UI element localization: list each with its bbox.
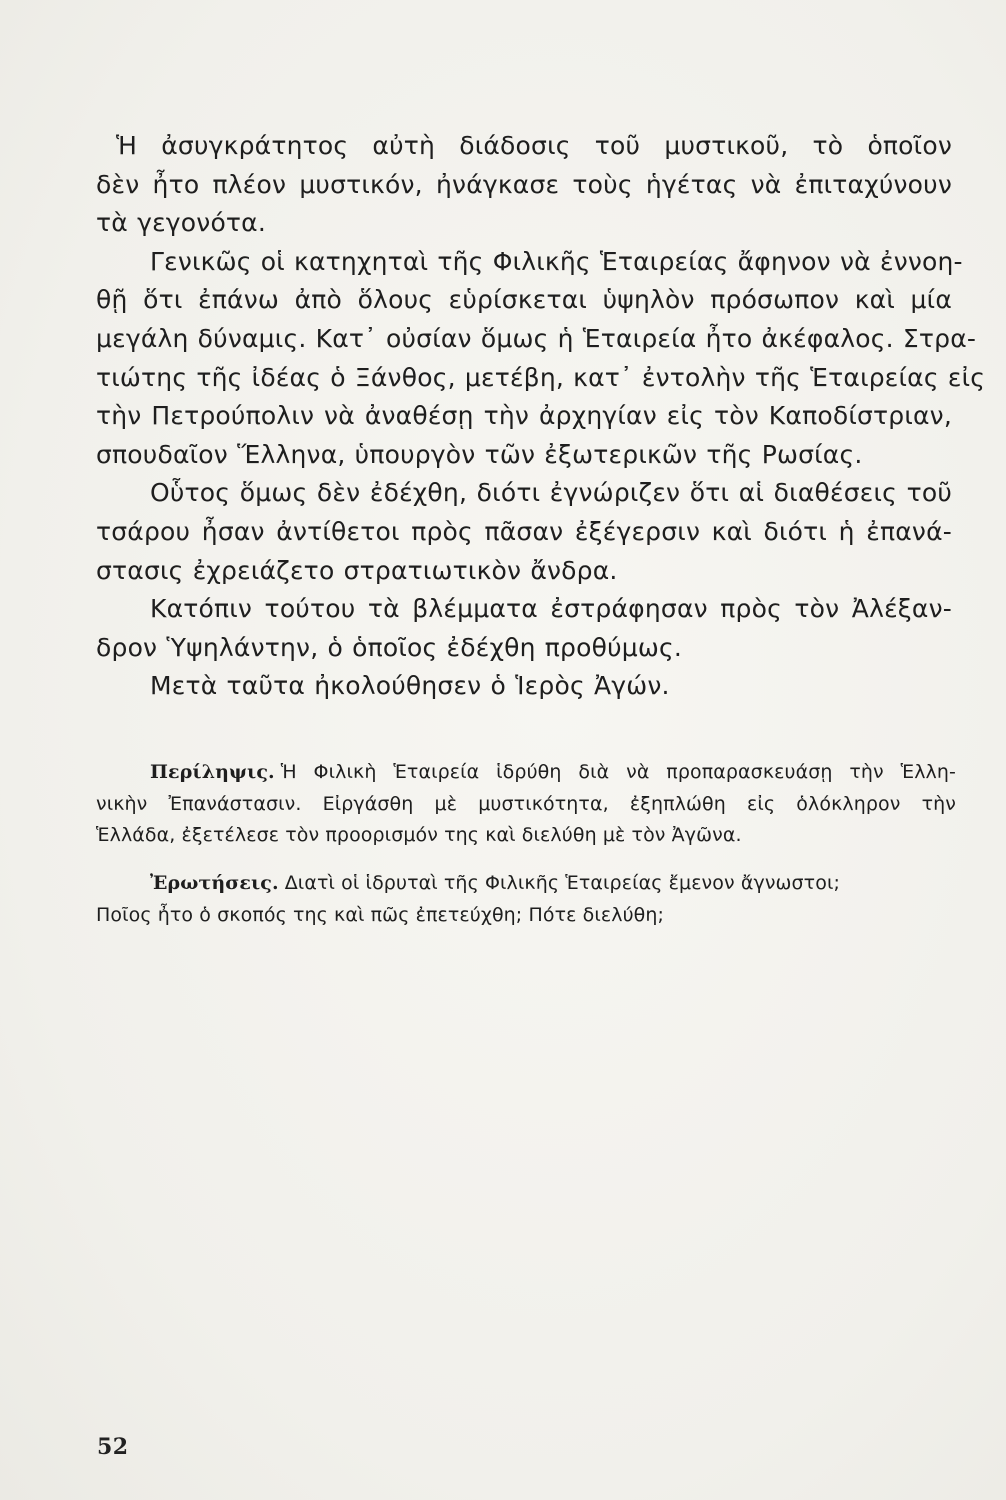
text-line: δρον Ὑψηλάντην, ὁ ὁποῖος ἐδέχθη προθύμως. bbox=[96, 632, 683, 662]
text-line bbox=[96, 757, 956, 789]
questions-text bbox=[96, 868, 956, 931]
text-line: στασις ἐχρειάζετο στρατιωτικὸν ἄνδρα. bbox=[96, 555, 618, 585]
summary-label: Περίληψις. bbox=[150, 761, 275, 783]
text-line: Ἡ ἀσυγκράτητος αὐτὴ διάδοσις τοῦ μυστικοῦ, τὸ ὁποῖον bbox=[116, 131, 952, 160]
text-line: Γενικῶς οἱ κατηχηταὶ τῆς Φιλικῆς Ἑταιρείας ἄφηνον νὰ ἐννοη- bbox=[150, 246, 963, 276]
paragraph-2 bbox=[96, 243, 986, 475]
text-line: μεγάλη δύναμις. Κατ᾽ οὐσίαν ὅμως ἡ Ἑταιρεία ἦτο ἀκέφαλος. Στρα- bbox=[96, 323, 977, 353]
summary-section bbox=[96, 757, 956, 852]
questions-line: Διατὶ οἱ ἱδρυταὶ τῆς Φιλικῆς Ἑταιρείας ἔμενον ἄγνωστοι; bbox=[284, 872, 840, 894]
text-line: Κατόπιν τούτου τὰ βλέμματα ἐστράφησαν πρὸς τὸν Ἀλέξαν- bbox=[150, 594, 952, 624]
text-line: τὴν Πετρούπολιν νὰ ἀναθέσῃ τὴν ἀρχηγίαν εἰς τὸν Καποδίστριαν, bbox=[96, 401, 952, 431]
paragraph-4 bbox=[96, 590, 952, 667]
text-line: Ποῖος ἦτο ὁ σκοπός της καὶ πῶς ἐπετεύχθη; Πότε διελύθη; bbox=[96, 903, 665, 926]
paragraph-3 bbox=[96, 474, 952, 590]
questions-label: Ἐρωτήσεις. bbox=[150, 872, 279, 894]
text-line: Μετὰ ταῦτα ἠκολούθησεν ὁ Ἱερὸς Ἀγών. bbox=[150, 671, 670, 701]
paragraph-1 bbox=[96, 127, 952, 243]
text-line: δὲν ἦτο πλέον μυστικόν, ἠνάγκασε τοὺς ἡγέτας νὰ ἐπιταχύνουν bbox=[96, 169, 952, 199]
page-number: 52 bbox=[97, 1434, 129, 1460]
paragraph-5 bbox=[96, 667, 952, 706]
text-line: τσάρου ἦσαν ἀντίθετοι πρὸς πᾶσαν ἐξέγερσιν καὶ διότι ἡ ἐπανά- bbox=[96, 516, 952, 546]
text-line: Οὗτος ὅμως δὲν ἐδέχθη, διότι ἐγνώριζεν ὅτι αἱ διαθέσεις τοῦ bbox=[150, 478, 952, 508]
text-line: Ἑλλάδα, ἐξετέλεσε τὸν προορισμόν της καὶ διελύθη μὲ τὸν Ἀγῶνα. bbox=[96, 824, 742, 846]
questions-section bbox=[96, 868, 956, 931]
text-line: σπουδαῖον Ἕλληνα, ὑπουργὸν τῶν ἐξωτερικῶν τῆς Ρωσίας. bbox=[96, 439, 863, 469]
text-line: νικὴν Ἐπανάστασιν. Εἰργάσθη μὲ μυστικότητα, ἐξηπλώθη εἰς ὁλόκληρον τὴν bbox=[96, 792, 956, 815]
summary-line: Ἡ Φιλικὴ Ἑταιρεία ἱδρύθη διὰ νὰ προπαρασκευάσῃ τὴν Ἑλλη- bbox=[280, 761, 956, 783]
text-line: τὰ γεγονότα. bbox=[96, 208, 267, 238]
main-text bbox=[96, 127, 986, 706]
text-line: τιώτης τῆς ἰδέας ὁ Ξάνθος, μετέβη, κατ᾽ ἐντολὴν τῆς Ἑταιρείας εἰς bbox=[96, 362, 986, 392]
summary-text bbox=[96, 757, 956, 852]
text-line bbox=[96, 868, 956, 900]
text-line: θῇ ὅτι ἐπάνω ἀπὸ ὅλους εὑρίσκεται ὑψηλὸν πρόσωπον καὶ μία bbox=[96, 285, 952, 315]
